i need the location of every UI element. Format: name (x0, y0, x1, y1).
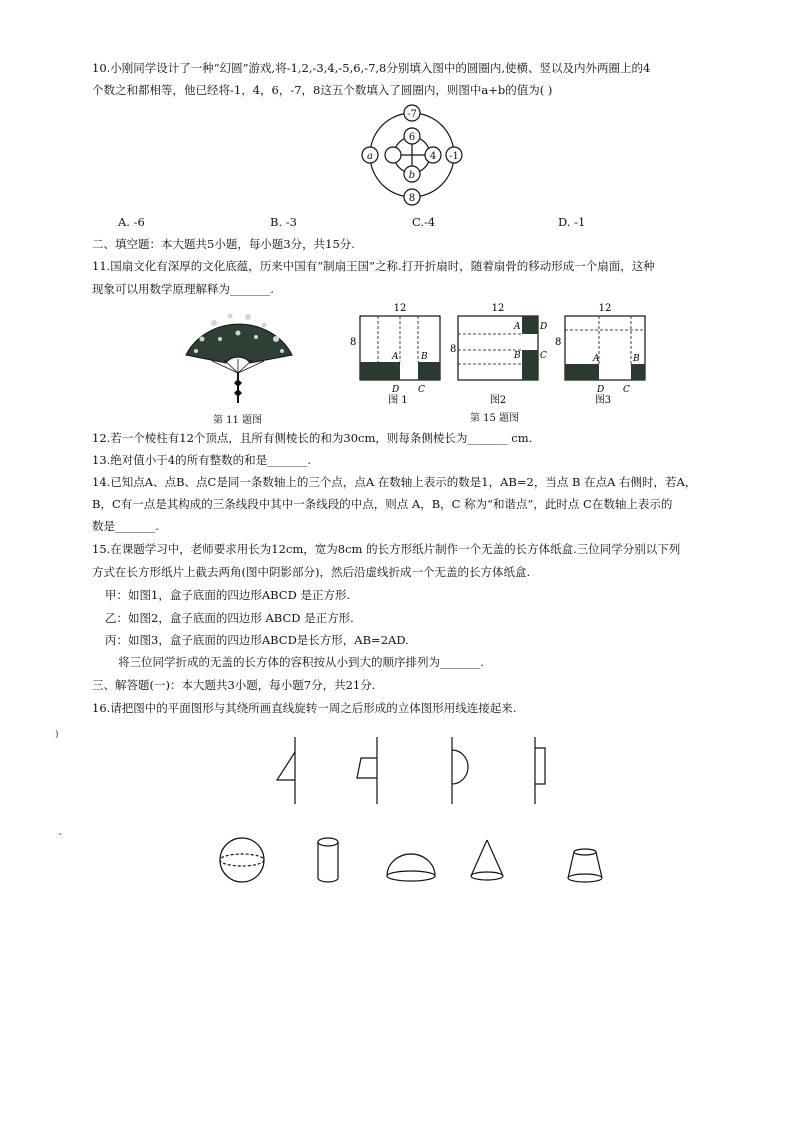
q10-option-d: D. -1 (558, 215, 586, 229)
trapezoid-shape (357, 758, 377, 778)
diagram-inner-right: 4 (429, 151, 437, 162)
q10-line2: 个数之和都相等，他已经将-1，4，6，-7，8这五个数填入了圆圈内，则图中a+b的值为( ) (92, 83, 553, 97)
fig2-width-label: 12 (491, 303, 505, 314)
figure-1 (348, 300, 444, 404)
fig2-label-c: C (540, 351, 547, 361)
fig1-label-c: C (418, 385, 425, 395)
q15-jia: 甲：如图1，盒子底面的四边形ABCD 是正方形. (105, 588, 351, 602)
fig1-label-a: A (392, 352, 399, 362)
q11-line2: 现象可以用数学原理解释为_______. (92, 282, 274, 296)
q10-option-a: A. -6 (118, 215, 145, 229)
fig1-height-label: 8 (350, 337, 357, 348)
q15-ask: 将三位同学折成的无盖的长方体的容积按从小到大的顺序排列为_______. (118, 655, 484, 669)
cylinder-solid (318, 838, 338, 882)
section2-heading: 二、填空题：本大题共5小题，每小题3分，共15分. (92, 237, 355, 251)
q11-line1: 11.国扇文化有深厚的文化底蕴，历来中国有“制扇王国”之称.打开折扇时，随着扇骨的移动形成一个扇面，这种 (92, 259, 655, 273)
sphere-solid (220, 838, 264, 882)
section3-heading: 三、解答题(一)：本大题共3小题，每小题7分，共21分. (92, 678, 376, 692)
fig15-caption: 第 15 题图 (470, 413, 520, 424)
hemisphere-solid (387, 854, 435, 881)
figure-2 (448, 300, 552, 404)
fig3-label-a: A (593, 354, 600, 364)
q10-line1: 10.小刚同学设计了一种“幻圆”游戏,将-1,2,-3,4,-5,6,-7,8分别填入图中的圆圈内,使横、竖以及内外两圈上的4 (92, 61, 651, 75)
right-triangle-shape (277, 752, 295, 780)
semicircle-shape (452, 750, 468, 784)
frustum-solid (568, 849, 602, 882)
q14-line2: B，C有一点是其构成的三条线段中其中一条线段的中点，则点 A，B，C 称为“和谐点”，此时点 C在数轴上表示的 (92, 497, 673, 511)
fig1-label-b: B (421, 352, 428, 362)
q10-option-b: B. -3 (270, 215, 297, 229)
fig3-label-c: C (623, 385, 630, 395)
diagram-bottom: 8 (408, 193, 416, 204)
q15-bing: 丙：如图3，盒子底面的四边形ABCD是长方形，AB=2AD. (105, 633, 409, 647)
fig3-label-d: D (597, 385, 605, 395)
q16: 16.请把图中的平面图形与其绕所画直线旋转一周之后形成的立体图形用线连接起来. (92, 701, 517, 715)
fig3-height-label: 8 (555, 337, 562, 348)
diagram-inner-bottom: b (408, 170, 416, 181)
fig1-label-d: D (392, 385, 400, 395)
q15-line2: 方式在长方形纸片上截去两角(图中阴影部分)，然后沿虚线折成一个无盖的长方体纸盒. (92, 565, 531, 579)
margin-mark-2: ˇ (58, 834, 63, 844)
fig3-width-label: 12 (598, 303, 612, 314)
fig2-label-d: D (540, 322, 548, 332)
fig1-caption: 图 1 (388, 395, 408, 404)
fig2-caption: 图2 (489, 395, 507, 404)
cone-solid (471, 840, 503, 880)
q14-line3: 数是_______. (92, 519, 159, 533)
fig2-label-a: A (514, 322, 521, 332)
diagram-inner-top: 6 (408, 132, 416, 143)
magic-circle-diagram (357, 104, 469, 206)
q15-line1: 15.在课题学习中，老师要求用长为12cm，宽为8cm 的长方形纸片制作一个无盖的长方体纸盒.三位同学分别以下列 (92, 542, 681, 556)
diagram-top: -7 (407, 109, 417, 120)
fan-figure (180, 303, 298, 411)
fig2-height-label: 8 (450, 344, 457, 355)
fig1-width-label: 12 (393, 303, 407, 314)
q12: 12.若一个棱柱有12个顶点，且所有侧棱长的和为30cm，则每条侧棱长为_______ cm. (92, 431, 533, 445)
fig3-caption: 图3 (594, 395, 612, 404)
fan-caption: 第 11 题图 (213, 415, 263, 426)
rectangle-shape (535, 748, 545, 784)
q10-option-c: C.-4 (412, 215, 436, 229)
solid-figures (215, 832, 615, 888)
q14-line1: 14.已知点A、点B、点C是同一条数轴上的三个点，点A 在数轴上表示的数是1，AB=2，当点 B 在点A 右侧时，若A， (92, 475, 697, 489)
figure-3 (553, 300, 649, 404)
fig3-label-b: B (633, 354, 640, 364)
plane-figures (265, 732, 555, 807)
margin-mark-1: ) (55, 730, 59, 740)
diagram-right: -1 (449, 151, 459, 162)
diagram-left: a (367, 151, 373, 162)
q13: 13.绝对值小于4的所有整数的和是_______. (92, 453, 312, 467)
fig2-label-b: B (514, 351, 521, 361)
q15-yi: 乙：如图2，盒子底面的四边形 ABCD 是正方形. (105, 611, 354, 625)
